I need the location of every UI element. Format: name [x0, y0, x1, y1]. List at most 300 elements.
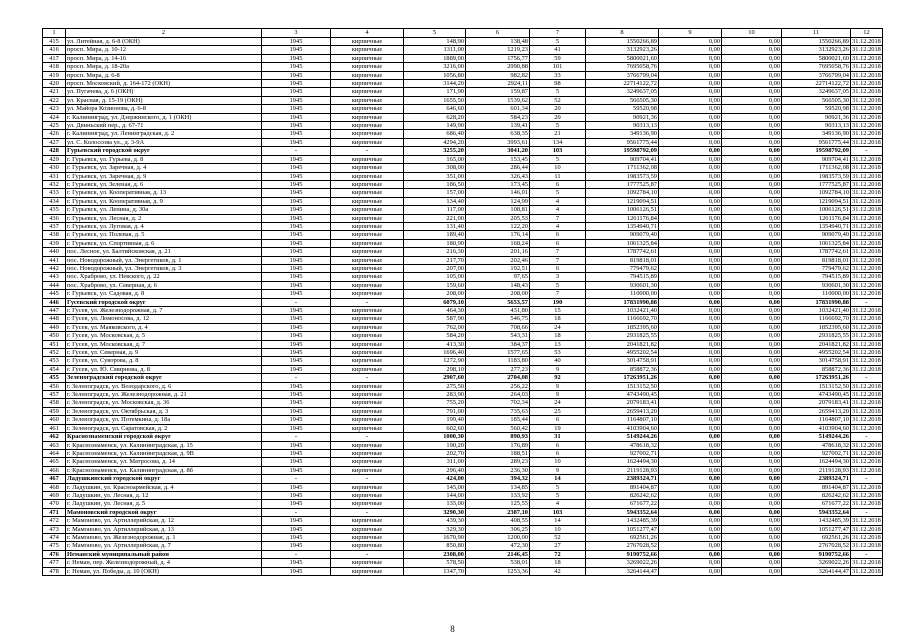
table-cell: 108,81 — [466, 206, 530, 214]
table-cell: 31.12.2018 — [852, 113, 881, 121]
table-cell: 566505,30 — [782, 96, 851, 104]
table-cell: 31.12.2018 — [852, 214, 881, 222]
table-cell: 59520,98 — [586, 105, 659, 113]
table-cell: 5 — [530, 483, 586, 491]
table-cell: кирпичные — [331, 248, 404, 256]
table-cell: 24 — [530, 323, 586, 331]
table-cell: 0,00 — [722, 180, 782, 188]
table-cell: кирпичные — [331, 382, 404, 390]
table-cell: 0,00 — [722, 214, 782, 222]
table-cell: 168,24 — [466, 239, 530, 247]
table-row — [43, 533, 883, 541]
table-cell: 4 — [530, 197, 586, 205]
table-cell: 7 — [530, 290, 586, 298]
district-total-row — [43, 147, 883, 155]
table-cell: 171,90 — [404, 88, 466, 96]
table-cell: 4743490,45 — [586, 391, 659, 399]
table-cell: 5800021,60 — [782, 54, 851, 62]
table-cell: 0,00 — [722, 399, 782, 407]
table-cell: кирпичные — [331, 130, 404, 138]
table-cell: - — [262, 475, 331, 483]
table-cell: 566505,30 — [586, 96, 659, 104]
table-cell: 221,00 — [404, 214, 466, 222]
table-cell: г. Краснознаменск, ул. Матросова, д. 14 — [66, 458, 262, 466]
table-cell: 31.12.2018 — [852, 231, 881, 239]
table-cell: 1032421,40 — [782, 307, 851, 315]
header-cell: 6 — [466, 29, 530, 38]
table-cell: 139,41 — [466, 122, 530, 130]
table-cell: 470 — [43, 500, 66, 508]
table-cell: 476 — [43, 550, 66, 558]
table-cell: 1945 — [262, 206, 331, 214]
table-cell: кирпичные — [331, 340, 404, 348]
table-row — [43, 416, 883, 424]
table-cell: 6 — [530, 449, 586, 457]
table-cell: 1000,30 — [404, 433, 466, 441]
table-cell: 468 — [43, 483, 66, 491]
table-cell: кирпичные — [331, 264, 404, 272]
table-cell: 1624494,30 — [782, 458, 851, 466]
table-cell: 909704,41 — [782, 155, 851, 163]
table-cell: 0,00 — [659, 449, 722, 457]
table-cell: 1945 — [262, 172, 331, 180]
table-cell: 1945 — [262, 113, 331, 121]
table-cell: 31.12.2018 — [852, 130, 881, 138]
table-cell: 0,00 — [659, 340, 722, 348]
table-cell: 2659413,20 — [586, 407, 659, 415]
table-cell: 890,93 — [466, 433, 530, 441]
table-cell: 31.12.2018 — [852, 222, 881, 230]
table-cell: 1513152,50 — [586, 382, 659, 390]
table-cell: 1945 — [262, 399, 331, 407]
table-cell: 442 — [43, 264, 66, 272]
table-cell: 1945 — [262, 466, 331, 474]
table-cell: 0,00 — [659, 567, 722, 575]
table-cell: 216,30 — [404, 248, 466, 256]
table-cell: 4103904,60 — [782, 424, 851, 432]
table-cell: 6 — [530, 231, 586, 239]
table-cell: 3290,30 — [404, 508, 466, 516]
table-row — [43, 96, 883, 104]
table-cell: 431 — [43, 172, 66, 180]
table-cell: 5943352,64 — [586, 508, 659, 516]
table-row — [43, 323, 883, 331]
table-cell: 0,00 — [659, 332, 722, 340]
table-cell: 431,80 — [466, 307, 530, 315]
table-cell: 826242,62 — [782, 491, 851, 499]
table-cell: просп. Московский, д. 164-172 (ОКН) — [66, 80, 262, 88]
table-row — [43, 180, 883, 188]
table-cell: 1945 — [262, 491, 331, 499]
table-cell: 791,00 — [404, 407, 466, 415]
table-cell: 0,00 — [722, 559, 782, 567]
table-cell: 103 — [530, 508, 586, 516]
table-cell: 31.12.2018 — [852, 315, 881, 323]
table-cell: 22714122,72 — [782, 80, 851, 88]
table-row — [43, 307, 883, 315]
table-cell: 428 — [43, 147, 66, 155]
table-cell: 0,00 — [659, 441, 722, 449]
table-cell: кирпичные — [331, 105, 404, 113]
table-cell: 0,00 — [722, 517, 782, 525]
table-cell: 0,00 — [722, 130, 782, 138]
table-cell: 0,00 — [722, 550, 782, 558]
table-cell: 909079,40 — [586, 231, 659, 239]
table-cell: 17831990,88 — [586, 298, 659, 306]
table-cell: 2389324,71 — [782, 475, 851, 483]
table-cell: 0,00 — [722, 239, 782, 247]
table-cell: 131,40 — [404, 222, 466, 230]
table-cell: 40 — [530, 357, 586, 365]
table-cell: 0,00 — [659, 189, 722, 197]
table-cell: 1056,80 — [404, 71, 466, 79]
table-row — [43, 172, 883, 180]
table-cell: 201,16 — [466, 248, 530, 256]
header-cell: 8 — [586, 29, 659, 38]
table-cell: 31.12.2018 — [852, 189, 881, 197]
table-cell: 1432485,39 — [586, 517, 659, 525]
table-cell: кирпичные — [331, 189, 404, 197]
table-row — [43, 231, 883, 239]
table-cell: 1219,23 — [466, 46, 530, 54]
table-cell: 25 — [530, 407, 586, 415]
table-cell: 1945 — [262, 307, 331, 315]
table-cell: 1051277,47 — [782, 525, 851, 533]
table-cell: 1777525,87 — [782, 180, 851, 188]
table-cell: 1945 — [262, 46, 331, 54]
table-cell: 909704,41 — [586, 155, 659, 163]
table-cell: 0,00 — [722, 96, 782, 104]
table-cell: 6 — [530, 416, 586, 424]
table-cell: 31.12.2018 — [852, 180, 881, 188]
table-cell: кирпичные — [331, 256, 404, 264]
table-cell: 192,51 — [466, 264, 530, 272]
table-cell: кирпичные — [331, 273, 404, 281]
page-number: 8 — [450, 624, 455, 634]
table-cell: 1945 — [262, 96, 331, 104]
table-cell: 454 — [43, 365, 66, 373]
table-cell: 413,30 — [404, 340, 466, 348]
table-cell: г. Гусев, ул. Маяковского, д. 4 — [66, 323, 262, 331]
table-cell: 9190752,66 — [586, 550, 659, 558]
table-cell: 1945 — [262, 122, 331, 130]
table-cell: 0,00 — [659, 281, 722, 289]
table-cell: 423 — [43, 105, 66, 113]
table-cell: 31.12.2018 — [852, 197, 881, 205]
table-cell: 1983573,59 — [586, 172, 659, 180]
table-cell: 671677,22 — [782, 500, 851, 508]
table-cell: 31.12.2018 — [852, 567, 881, 575]
table-cell: г. Ладушкин, ул. Лесная, д. 12 — [66, 491, 262, 499]
table-cell: просп. Мира, д. 18-20а — [66, 63, 262, 71]
table-row — [43, 273, 883, 281]
table-cell: г. Гурьевск, ул. Кооперативная, д. 13 — [66, 189, 262, 197]
table-cell: 435 — [43, 206, 66, 214]
table-row — [43, 340, 883, 348]
table-cell: 20 — [530, 113, 586, 121]
table-cell: 0,00 — [722, 197, 782, 205]
table-cell: 31.12.2018 — [852, 164, 881, 172]
table-row — [43, 256, 883, 264]
table-cell: Неманский муниципальный район — [66, 550, 262, 558]
table-cell: 0,00 — [722, 441, 782, 449]
table-cell: 478 — [43, 567, 66, 575]
table-cell: - — [262, 508, 331, 516]
table-cell: 417 — [43, 54, 66, 62]
table-cell: 3255,20 — [404, 147, 466, 155]
table-cell: 31.12.2018 — [852, 88, 881, 96]
table-cell: 202,46 — [466, 256, 530, 264]
table-cell: кирпичные — [331, 122, 404, 130]
table-cell: 441 — [43, 256, 66, 264]
table-cell: 31.12.2018 — [852, 239, 881, 247]
table-row — [43, 164, 883, 172]
table-cell: 1945 — [262, 458, 331, 466]
table-cell: кирпичные — [331, 80, 404, 88]
table-cell: 1945 — [262, 559, 331, 567]
table-cell: 891404,87 — [586, 483, 659, 491]
table-cell: 0,00 — [722, 382, 782, 390]
table-cell: 0,00 — [659, 273, 722, 281]
table-cell: пос. Лесное, ул. Балтийсковская, д. 21 — [66, 248, 262, 256]
table-cell: 1261176,84 — [782, 214, 851, 222]
table-cell: 351,00 — [404, 172, 466, 180]
table-cell: кирпичные — [331, 407, 404, 415]
table-cell: 0,00 — [659, 458, 722, 466]
table-cell: 0,00 — [722, 71, 782, 79]
table-cell: 5 — [530, 38, 586, 46]
table-cell: 1945 — [262, 231, 331, 239]
table-cell: 0,00 — [659, 365, 722, 373]
table-cell: г. Гурьевск, ул. Гурьева, д. 8 — [66, 155, 262, 163]
table-cell: кирпичные — [331, 441, 404, 449]
table-cell: 3766799,04 — [586, 71, 659, 79]
table-cell: 42 — [530, 567, 586, 575]
header-cell: 2 — [66, 29, 262, 38]
header-cell: 1 — [43, 29, 66, 38]
table-cell: 0,00 — [659, 105, 722, 113]
table-cell: 349136,90 — [782, 130, 851, 138]
table-cell: г. Гурьевск, ул. Полевая, д. 5 — [66, 231, 262, 239]
table-cell: 1945 — [262, 105, 331, 113]
table-cell: 19598792,09 — [586, 147, 659, 155]
table-cell: 0,00 — [659, 164, 722, 172]
table-row — [43, 54, 883, 62]
table-cell: 329,30 — [404, 525, 466, 533]
table-row — [43, 315, 883, 323]
table-cell: кирпичные — [331, 483, 404, 491]
table-cell: 930601,30 — [586, 281, 659, 289]
table-cell: 0,00 — [659, 533, 722, 541]
table-cell: г. Зеленоградск, ул. Саратовская, д. 2 — [66, 424, 262, 432]
table-cell: 31.12.2018 — [852, 155, 881, 163]
table-cell: 31.12.2018 — [852, 525, 881, 533]
table-cell: 53 — [530, 349, 586, 357]
table-cell: 982,82 — [466, 71, 530, 79]
table-cell: 199,40 — [404, 416, 466, 424]
table-cell: 31.12.2018 — [852, 122, 881, 130]
table-cell: 0,00 — [722, 38, 782, 46]
table-cell: 4294,20 — [404, 138, 466, 146]
table-cell: 461 — [43, 424, 66, 432]
table-cell: 0,00 — [722, 483, 782, 491]
table-cell: 1945 — [262, 180, 331, 188]
table-cell: 1945 — [262, 273, 331, 281]
column-number-row — [43, 29, 883, 38]
table-row — [43, 441, 883, 449]
table-cell: 9 — [530, 466, 586, 474]
table-cell: 5 — [530, 281, 586, 289]
table-cell: 0,00 — [722, 458, 782, 466]
table-cell: г. Гурьевск, ул. Лесная, д. 2 — [66, 214, 262, 222]
table-cell: 0,00 — [659, 155, 722, 163]
table-cell: - — [331, 475, 404, 483]
table-cell: 208,00 — [404, 290, 466, 298]
table-cell: 538,01 — [466, 559, 530, 567]
table-cell: 0,00 — [722, 63, 782, 71]
table-cell: 1354940,71 — [782, 222, 851, 230]
table-cell: 429 — [43, 155, 66, 163]
table-cell: кирпичные — [331, 63, 404, 71]
table-cell: 10 — [530, 164, 586, 172]
table-cell: кирпичные — [331, 197, 404, 205]
table-cell: 1219094,51 — [586, 197, 659, 205]
table-cell: 31.12.2018 — [852, 365, 881, 373]
table-cell: 587,90 — [404, 315, 466, 323]
table-row — [43, 458, 883, 466]
table-cell: 0,00 — [722, 281, 782, 289]
table-cell: ул. С. Колоссова ул., д. 3-9А — [66, 138, 262, 146]
table-row — [43, 189, 883, 197]
table-cell: 0,00 — [722, 332, 782, 340]
table-cell: 0,00 — [659, 239, 722, 247]
table-cell: 0,00 — [722, 264, 782, 272]
table-cell: 14 — [530, 475, 586, 483]
table-cell: г. Зеленоградск, ул. Октябрьская, д. 3 — [66, 407, 262, 415]
table-cell: 286,44 — [466, 164, 530, 172]
table-cell: 858872,36 — [586, 365, 659, 373]
table-cell: 0,00 — [659, 491, 722, 499]
table-cell: 31.12.2018 — [852, 281, 881, 289]
table-cell: г. Гурьевск, ул. Ленина, д. 30а — [66, 206, 262, 214]
table-cell: 779479,62 — [586, 264, 659, 272]
table-cell: 0,00 — [659, 424, 722, 432]
table-cell: 1945 — [262, 542, 331, 550]
table-cell: г. Калининград, ул. Ленинградская, д. 2 — [66, 130, 262, 138]
table-cell: 122,20 — [466, 222, 530, 230]
table-cell: 430 — [43, 164, 66, 172]
table-cell: 133,92 — [466, 491, 530, 499]
table-cell: 306,25 — [466, 525, 530, 533]
table-cell: 451 — [43, 340, 66, 348]
table-cell: 422 — [43, 96, 66, 104]
district-total-row — [43, 508, 883, 516]
table-cell: 0,00 — [722, 542, 782, 550]
table-row — [43, 197, 883, 205]
table-cell: 5943352,64 — [782, 508, 851, 516]
table-cell: 686,40 — [404, 130, 466, 138]
table-cell: кирпичные — [331, 46, 404, 54]
table-cell: 7 — [530, 214, 586, 222]
table-cell: 1787742,61 — [782, 248, 851, 256]
table-cell: - — [262, 433, 331, 441]
table-cell: 0,00 — [722, 533, 782, 541]
table-cell: г. Гурьевск, ул. Луговая, д. 4 — [66, 222, 262, 230]
table-cell: 52 — [530, 533, 586, 541]
table-cell: - — [331, 374, 404, 382]
table-cell: 0,00 — [722, 500, 782, 508]
table-cell: - — [331, 550, 404, 558]
table-cell: 1945 — [262, 88, 331, 96]
table-cell: 18 — [530, 332, 586, 340]
table-cell: 1945 — [262, 63, 331, 71]
table-cell: кирпичные — [331, 54, 404, 62]
table-cell: 1983573,59 — [782, 172, 851, 180]
table-cell: 457 — [43, 391, 66, 399]
table-cell: 0,00 — [722, 256, 782, 264]
table-cell: 5 — [530, 122, 586, 130]
table-cell: 0,00 — [659, 374, 722, 382]
table-cell: 10 — [530, 525, 586, 533]
table-cell: 478618,32 — [586, 441, 659, 449]
table-cell: 416 — [43, 46, 66, 54]
table-cell: кирпичные — [331, 449, 404, 457]
table-cell: кирпичные — [331, 349, 404, 357]
table-cell: 1945 — [262, 38, 331, 46]
table-cell: - — [851, 433, 883, 441]
table-cell: 2041821,82 — [586, 340, 659, 348]
table-cell: 0,00 — [659, 433, 722, 441]
table-cell: 1945 — [262, 189, 331, 197]
table-cell: - — [262, 147, 331, 155]
table-cell: 1092784,10 — [782, 189, 851, 197]
table-cell: 1945 — [262, 365, 331, 373]
table-cell: 3766799,04 — [782, 71, 851, 79]
table-row — [43, 122, 883, 130]
table-cell: 1945 — [262, 222, 331, 230]
table-cell: 0,00 — [722, 206, 782, 214]
table-cell: 0,00 — [659, 130, 722, 138]
table-cell: 0,00 — [659, 323, 722, 331]
table-cell: 1945 — [262, 315, 331, 323]
table-cell: 0,00 — [659, 500, 722, 508]
table-cell: 1061325,84 — [782, 239, 851, 247]
table-cell: - — [331, 147, 404, 155]
table-cell: 1945 — [262, 264, 331, 272]
table-cell: 185,44 — [466, 416, 530, 424]
table-cell: 819818,01 — [782, 256, 851, 264]
table-cell: 762,00 — [404, 323, 466, 331]
table-cell: 2931825,55 — [782, 332, 851, 340]
table-cell: кирпичные — [331, 239, 404, 247]
table-cell: ул. Майора Козионова, д. 6-8 — [66, 105, 262, 113]
table-cell: г. Мамоново, ул. Железнодорожная, д. 1 — [66, 533, 262, 541]
table-cell: 930601,30 — [782, 281, 851, 289]
table-cell: 2924,11 — [466, 80, 530, 88]
table-cell: 110000,00 — [586, 290, 659, 298]
table-row — [43, 105, 883, 113]
table-cell: 22714122,72 — [586, 80, 659, 88]
table-cell: 31.12.2018 — [852, 54, 881, 62]
table-cell: 1945 — [262, 340, 331, 348]
table-cell: 0,00 — [659, 508, 722, 516]
table-cell: 92 — [530, 374, 586, 382]
table-cell: 0,00 — [722, 374, 782, 382]
table-row — [43, 542, 883, 550]
table-cell: 0,00 — [722, 155, 782, 163]
table-cell: 1945 — [262, 449, 331, 457]
header-cell: 11 — [782, 29, 851, 38]
